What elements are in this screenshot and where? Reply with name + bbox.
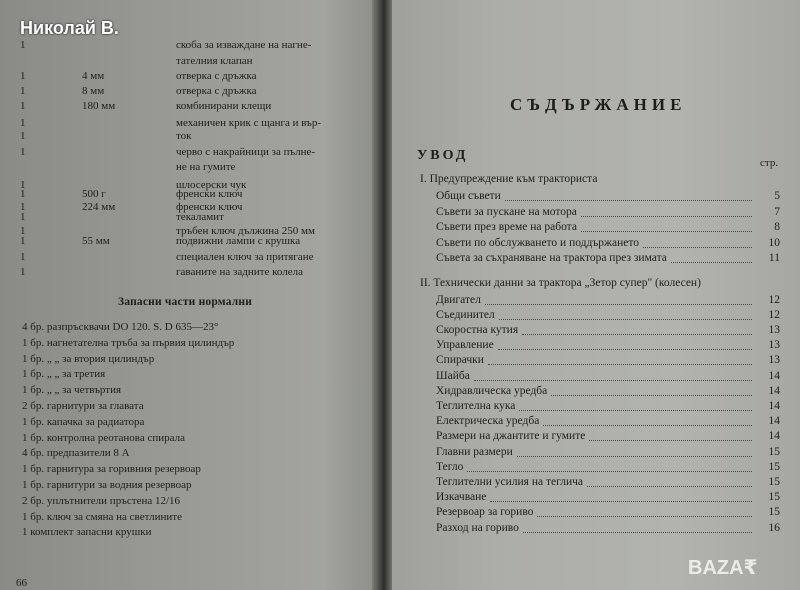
spare-part-item: 2 бр. гарнитури за главата <box>22 400 144 412</box>
toc-leader-dots <box>551 395 752 396</box>
tool-quantity: 1 <box>20 266 26 278</box>
toc-entry[interactable] <box>436 309 786 325</box>
toc-entry-label: Съвети за пускане на мотора <box>436 205 577 218</box>
toc-leader-dots <box>519 410 752 411</box>
tool-quantity: 1 <box>20 179 26 191</box>
toc-entry-page: 13 <box>768 354 780 367</box>
tool-name: гаваните на задните колела <box>176 266 303 278</box>
toc-entry-page: 15 <box>768 491 780 504</box>
tool-quantity: 1 <box>20 251 26 263</box>
toc-leader-dots <box>467 471 752 472</box>
tool-name: френски ключ <box>176 188 243 200</box>
toc-entry-label: Изкачване <box>436 491 487 504</box>
spare-part-item: 1 бр. контролна реотанова спирала <box>22 431 185 444</box>
toc-leader-dots <box>587 486 752 487</box>
toc-entry-label: Теглителни усилия на теглича <box>436 475 584 488</box>
tool-size: 55 мм <box>82 235 110 247</box>
spare-part-item: 1 бр. гарнитури за водния резервоар <box>22 479 192 491</box>
toc-entry-label: Тегло <box>436 460 464 473</box>
toc-section-label: I. Предупреждение към тракториста <box>420 173 598 185</box>
toc-entry-label: Общи съвети <box>436 190 501 202</box>
toc-entry-page: 12 <box>768 293 780 306</box>
toc-entry-page: 10 <box>768 236 780 249</box>
left-page-number: 66 <box>16 577 27 589</box>
toc-entry-label: Двигател <box>436 293 481 306</box>
tool-quantity: 1 <box>20 85 26 97</box>
toc-entry-label: Главни размери <box>436 445 513 458</box>
tool-name: тръбен ключ дължина 250 мм <box>176 225 315 237</box>
toc-entry-label: Съвети по обслужването и поддържането <box>436 236 639 249</box>
tool-size: 180 мм <box>82 100 116 112</box>
toc-entry-page: 8 <box>774 221 780 233</box>
tool-name: специален ключ за притягане <box>176 251 314 263</box>
toc-leader-dots <box>543 425 752 426</box>
spare-part-item: 4 бр. разпръсквачи DO 120. S. D 635—23° <box>22 321 219 333</box>
tool-quantity: 1 <box>20 146 26 158</box>
toc-leader-dots <box>537 516 752 517</box>
tool-size: 8 мм <box>82 85 105 97</box>
toc-entry[interactable] <box>436 476 786 492</box>
toc-entry[interactable] <box>436 491 786 507</box>
toc-entry[interactable] <box>436 430 786 446</box>
toc-entry-page: 7 <box>774 205 780 218</box>
toc-entry-page: 14 <box>768 415 780 428</box>
toc-entry-label: Шайба <box>436 369 470 382</box>
toc-leader-dots <box>522 334 752 335</box>
toc-entry[interactable] <box>436 400 786 416</box>
tool-size: 4 мм <box>82 70 105 82</box>
toc-leader-dots <box>581 216 752 217</box>
toc-leader-dots <box>671 262 752 263</box>
toc-entry-page: 14 <box>768 369 780 382</box>
toc-entry[interactable] <box>436 415 786 431</box>
toc-section-label: II. Технически данни за трактора „Зетор супер" (колесен) <box>420 276 701 289</box>
tool-name: отверка с дръжка <box>176 70 257 82</box>
tool-quantity: 1 <box>20 70 26 82</box>
toc-entry-label: Спирачки <box>436 354 484 367</box>
toc-entry[interactable] <box>436 446 786 462</box>
tool-name: отверка с дръжка <box>176 85 257 97</box>
tool-quantity: 1 <box>20 188 26 200</box>
toc-leader-dots <box>498 349 752 350</box>
toc-entry-page: 14 <box>768 384 780 397</box>
toc-entry-page: 15 <box>768 506 780 519</box>
toc-leader-dots <box>488 364 752 365</box>
toc-entry-label: Електрическа уредба <box>436 415 540 428</box>
tool-name: механичен крик с щанга и вър- <box>176 117 322 129</box>
tool-quantity: 1 <box>20 117 26 129</box>
toc-entry-label: Размери на джантите и гумите <box>436 430 586 443</box>
toc-entry-label: Съвети през време на работа <box>436 221 577 233</box>
toc-entry-page: 12 <box>768 308 780 321</box>
book-gutter <box>372 0 394 590</box>
tool-name: скоба за изваждане на нагне- <box>176 39 312 51</box>
tool-name: френски ключ <box>176 201 243 213</box>
toc-entry[interactable] <box>436 461 786 477</box>
toc-leader-dots <box>589 440 752 441</box>
spare-part-item: 1 бр. гарнитура за горивния резервоар <box>22 463 201 476</box>
bazar-logo: BAZA₹ <box>688 557 758 579</box>
toc-title: СЪДЪРЖАНИЕ <box>510 95 687 114</box>
spare-part-item: 1 бр. ключ за смяна на светлините <box>22 510 182 523</box>
toc-entry[interactable] <box>436 190 786 206</box>
toc-entry-label: Разход на гориво <box>436 521 519 534</box>
toc-entry-label: Съединител <box>436 308 495 321</box>
tool-name: подвижни лампи с крушка <box>176 235 301 247</box>
toc-entry-label: Съвета за съхраняване на трактора през зимата <box>436 252 667 264</box>
toc-entry[interactable] <box>436 506 786 522</box>
toc-leader-dots <box>490 501 752 502</box>
tool-name: не на гумите <box>176 161 236 173</box>
spare-part-item: 1 бр. „ „ за четвъртия <box>22 384 122 397</box>
toc-entry[interactable] <box>436 522 786 538</box>
toc-entry-label: Теглителна кука <box>436 399 516 412</box>
spare-part-item: 1 бр. „ „ за третия <box>22 368 106 381</box>
toc-leader-dots <box>505 200 752 201</box>
tool-name: ток <box>176 130 192 142</box>
tool-quantity: 1 <box>20 39 26 51</box>
toc-entry-page: 16 <box>768 521 780 534</box>
toc-entry-page: 5 <box>774 190 780 202</box>
toc-entry-label: Скоростна кутия <box>436 323 519 336</box>
toc-entry[interactable] <box>436 221 786 237</box>
toc-entry-page: 15 <box>768 445 780 458</box>
toc-entry-label: Хидравлическа уредба <box>436 384 548 397</box>
tool-quantity: 1 <box>20 201 26 213</box>
spare-part-item: 1 бр. капачка за радиатора <box>22 415 145 428</box>
toc-leader-dots <box>499 319 752 320</box>
toc-leader-dots <box>581 231 752 232</box>
toc-leader-dots <box>523 532 752 533</box>
toc-entry[interactable] <box>436 385 786 401</box>
toc-entry-page: 14 <box>768 430 780 443</box>
spare-part-item: 2 бр. уплътнители пръстена 12/16 <box>22 494 181 507</box>
tool-name: комбинирани клещи <box>176 100 272 112</box>
toc-entry-page: 14 <box>768 399 780 412</box>
tool-name: текаламит <box>176 211 224 223</box>
tool-quantity: 1 <box>20 235 26 247</box>
toc-entry-page: 13 <box>768 323 780 336</box>
toc-entry-label: Управление <box>436 339 494 352</box>
toc-entry[interactable] <box>436 252 786 268</box>
toc-entry-label: Резервоар за гориво <box>436 506 534 519</box>
toc-leader-dots <box>474 380 752 381</box>
toc-entry[interactable] <box>436 324 786 340</box>
toc-leader-dots <box>485 304 752 305</box>
tool-name: черво с накрайници за пълне- <box>176 146 316 158</box>
tool-quantity: 1 <box>20 211 26 223</box>
toc-entry[interactable] <box>436 370 786 386</box>
toc-entry[interactable] <box>436 237 786 253</box>
spare-part-item: 1 бр. нагнетателна тръба за първия цилиндър <box>22 336 235 349</box>
spare-part-item: 1 комплект запасни крушки <box>22 526 152 539</box>
seller-watermark: Николай В. <box>20 18 119 38</box>
tool-size: 224 мм <box>82 201 116 213</box>
page-column-label: стр. <box>760 157 779 169</box>
toc-entry-page: 13 <box>768 339 780 352</box>
spare-part-item: 1 бр. „ „ за втория цилиндър <box>22 352 155 365</box>
toc-entry-page: 15 <box>768 460 780 473</box>
tool-quantity: 1 <box>20 100 26 112</box>
toc-entry-page: 11 <box>768 252 780 264</box>
toc-entry[interactable] <box>436 354 786 370</box>
tool-size: 500 г <box>82 188 106 200</box>
toc-entry[interactable] <box>436 339 786 355</box>
tool-quantity: 1 <box>20 130 26 142</box>
toc-entry[interactable] <box>436 294 786 310</box>
tool-quantity: 1 <box>20 225 26 237</box>
toc-intro: УВОД <box>417 148 469 163</box>
tool-name: тателния клапан <box>176 55 253 67</box>
spare-part-item: 4 бр. предпазители 8 А <box>22 447 130 460</box>
toc-entry-page: 15 <box>768 475 780 488</box>
toc-leader-dots <box>643 247 752 248</box>
tool-name: шлосерски чук <box>176 179 247 191</box>
toc-leader-dots <box>517 456 752 457</box>
toc-entry[interactable] <box>436 206 786 222</box>
spare-parts-title: Запасни части нормални <box>118 296 253 308</box>
